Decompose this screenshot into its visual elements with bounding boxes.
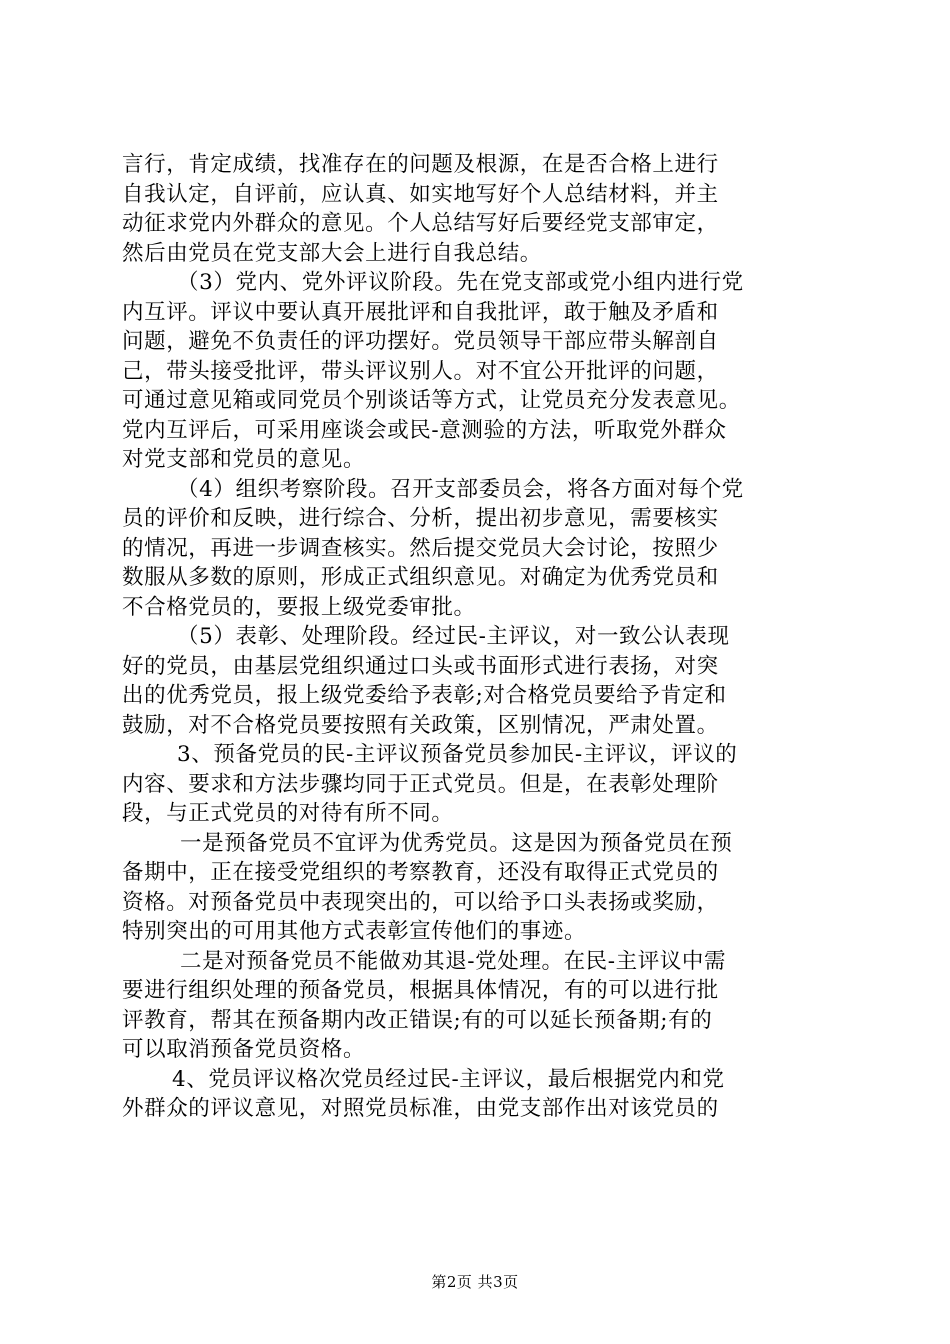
paragraph — [122, 475, 832, 623]
text-line: 二是对预备党员不能做劝其退-党处理。在民-主评议中需 — [180, 948, 727, 974]
text-line: 动征求党内外群众的意见。个人总结写好后要经党支部审定， — [122, 211, 719, 236]
paragraph — [122, 947, 832, 1065]
text-line: （4）组织考察阶段。召开支部委员会，将各方面对每个党 — [177, 476, 744, 502]
paragraph — [122, 1065, 832, 1124]
text-line: 可通过意见箱或同党员个别谈话等方式，让党员充分发表意见。 — [122, 388, 741, 413]
text-line: 好的党员，由基层党组织通过口头或书面形式进行表扬，对突 — [122, 653, 719, 679]
text-line: 己，带头接受批评，带头评议别人。对不宜公开批评的问题， — [122, 358, 719, 384]
page-footer: 第2页 共3页 — [431, 1273, 519, 1291]
text-line: 资格。对预备党员中表现突出的，可以给予口头表扬或奖励， — [122, 889, 719, 915]
paragraph — [122, 622, 832, 740]
text-line: 段，与正式党员的对待有所不同。 — [122, 801, 454, 826]
text-line: 要进行组织处理的预备党员，根据具体情况，有的可以进行批 — [122, 978, 719, 1003]
text-line: 的情况，再进一步调查核实。然后提交党员大会讨论，按照少 — [122, 535, 719, 561]
text-line: 内互评。评议中要认真开展批评和自我批评，敢于触及矛盾和 — [122, 299, 719, 325]
text-line: 问题，避免不负责任的评功摆好。党员领导干部应带头解剖自 — [122, 329, 719, 354]
text-line: 3、预备党员的民-主评议预备党员参加民-主评议，评议的 — [177, 742, 738, 767]
text-line: 评教育，帮其在预备期内改正错误;有的可以延长预备期;有的 — [122, 1007, 713, 1033]
text-line: 备期中，正在接受党组织的考察教育，还没有取得正式党员的 — [122, 860, 719, 885]
text-line: 可以取消预备党员资格。 — [122, 1037, 366, 1062]
paragraph — [122, 150, 832, 268]
text-line: 特别突出的可用其他方式表彰宣传他们的事迹。 — [122, 919, 587, 944]
text-line: （5）表彰、处理阶段。经过民-主评议，对一致公认表现 — [177, 624, 730, 649]
text-line: 内容、要求和方法步骤均同于正式党员。但是，在表彰处理阶 — [122, 771, 719, 797]
paragraph — [122, 829, 832, 947]
text-line: 一是预备党员不宜评为优秀党员。这是因为预备党员在预 — [180, 830, 733, 856]
paragraph — [122, 268, 832, 475]
paragraph — [122, 740, 832, 829]
text-line: 然后由党员在党支部大会上进行自我总结。 — [122, 240, 542, 266]
text-line: 4、党员评议格次党员经过民-主评议，最后根据党内和党 — [172, 1066, 725, 1092]
text-line: （3）党内、党外评议阶段。先在党支部或党小组内进行党 — [177, 270, 744, 295]
text-line: 言行，肯定成绩，找准存在的问题及根源，在是否合格上进行 — [122, 152, 719, 177]
text-line: 数服从多数的原则，形成正式组织意见。对确定为优秀党员和 — [122, 565, 719, 590]
text-line: 鼓励，对不合格党员要按照有关政策，区别情况，严肃处置。 — [122, 712, 719, 738]
document-body — [122, 150, 832, 1124]
text-line: 员的评价和反映，进行综合、分析，提出初步意见，需要核实 — [122, 506, 719, 531]
text-line: 外群众的评议意见，对照党员标准，由党支部作出对该党员的 — [122, 1096, 719, 1121]
text-line: 对党支部和党员的意见。 — [122, 447, 366, 472]
text-line: 出的优秀党员，报上级党委给予表彰;对合格党员要给予肯定和 — [122, 683, 727, 708]
text-line: 党内互评后，可采用座谈会或民-意测验的方法，听取党外群众 — [122, 417, 727, 443]
text-line: 自我认定，自评前，应认真、如实地写好个人总结材料，并主 — [122, 181, 719, 207]
text-line: 不合格党员的，要报上级党委审批。 — [122, 594, 476, 620]
